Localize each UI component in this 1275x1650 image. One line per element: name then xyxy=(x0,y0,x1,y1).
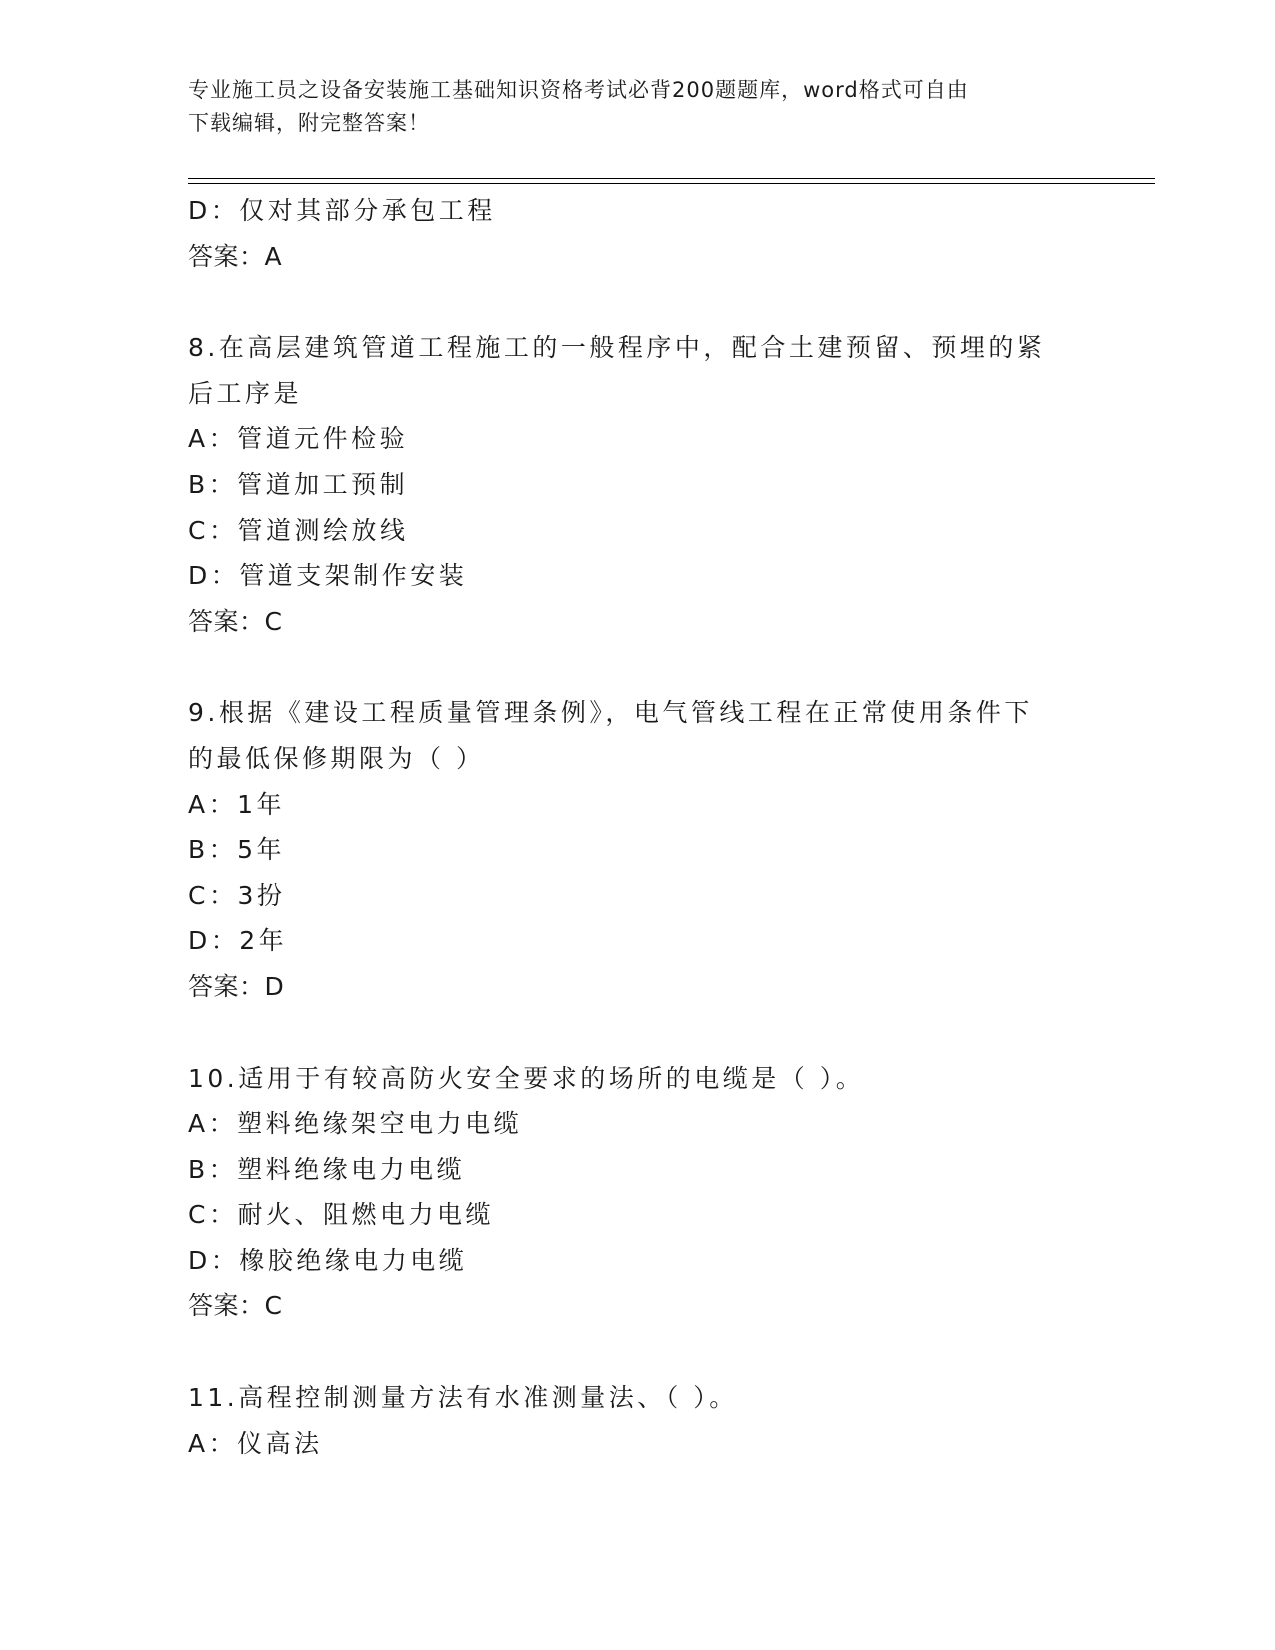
spacer xyxy=(188,644,1088,690)
question-9-stem: 9.根据《建设工程质量管理条例》，电气管线工程在正常使用条件下 xyxy=(188,698,1033,728)
header-rule-bottom xyxy=(188,183,1155,184)
question-9-stem-cont: 的最低保修期限为（ ） xyxy=(188,743,485,773)
document-header xyxy=(188,74,1068,140)
question-8-answer: 答案：C xyxy=(188,606,283,636)
question-8-option-c: C：管道测绘放线 xyxy=(188,515,409,545)
question-11-option-a: A：仪高法 xyxy=(188,1428,323,1458)
header-line-1: 专业施工员之设备安装施工基础知识资格考试必背200题题库，word格式可自由 xyxy=(188,78,969,102)
question-10-option-a: A：塑料绝缘架空电力电缆 xyxy=(188,1109,523,1139)
spacer xyxy=(188,279,1088,325)
question-9-option-c: C：3扮 xyxy=(188,880,286,910)
question-9-answer: 答案：D xyxy=(188,971,285,1001)
question-10-option-b: B：塑料绝缘电力电缆 xyxy=(188,1154,466,1184)
question-10-option-d: D：橡胶绝缘电力电缆 xyxy=(188,1245,468,1275)
question-8-stem: 8.在高层建筑管道工程施工的一般程序中，配合土建预留、预埋的紧 xyxy=(188,333,1046,363)
spacer xyxy=(188,1329,1088,1375)
question-9-option-b: B：5年 xyxy=(188,835,286,865)
question-11-stem: 11.高程控制测量方法有水准测量法、（ ）。 xyxy=(188,1383,738,1413)
header-line-2: 下载编辑，附完整答案！ xyxy=(188,111,430,135)
prev-option-d: D：仅对其部分承包工程 xyxy=(188,196,496,225)
question-10-stem: 10.适用于有较高防火安全要求的场所的电缆是（ ）。 xyxy=(188,1063,865,1093)
question-9-option-a: A：1年 xyxy=(188,789,286,819)
question-10-answer: 答案：C xyxy=(188,1291,283,1321)
question-9-option-d: D：2年 xyxy=(188,926,288,956)
question-8-option-d: D：管道支架制作安装 xyxy=(188,561,468,591)
spacer xyxy=(188,1010,1088,1056)
prev-answer: 答案：A xyxy=(188,241,283,271)
header-rule-top xyxy=(188,178,1155,179)
question-8-stem-cont: 后工序是 xyxy=(188,378,303,408)
question-8-option-a: A：管道元件检验 xyxy=(188,424,409,454)
question-8-option-b: B：管道加工预制 xyxy=(188,469,409,499)
question-list xyxy=(188,188,1088,1466)
question-10-option-c: C：耐火、阻燃电力电缆 xyxy=(188,1200,494,1230)
